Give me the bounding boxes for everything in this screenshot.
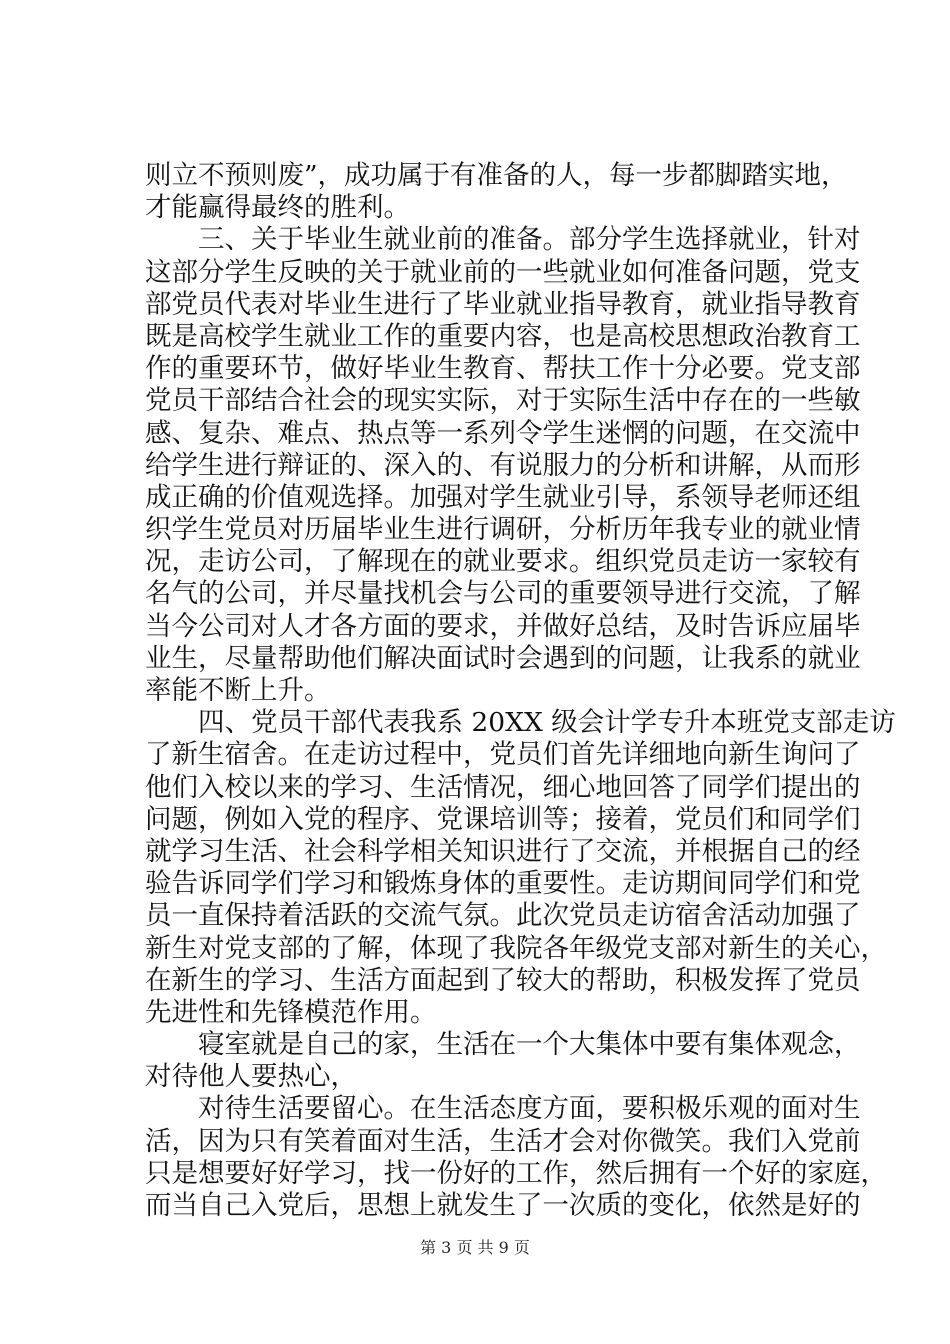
text-line: 名气的公司，并尽量找机会与公司的重要领导进行交流，了解 [145,578,861,610]
text-line: 则立不预则废”，成功属于有准备的人，每一步都脚踏实地， [145,160,848,191]
text-line: 只是想要好好学习，找一份好的工作，然后拥有一个好的家庭， [145,1157,887,1189]
text-line: 当今公司对人才各方面的要求，并做好总结，及时告诉应届毕 [145,610,861,642]
text-line: 作的重要环节，做好毕业生教育、帮扶工作十分必要。党支部 [145,353,861,385]
text-line: 党员干部结合社会的现实实际，对于实际生活中存在的一些敏 [145,385,861,417]
text-line: 就学习生活、社会科学相关知识进行了交流，并根据自己的经 [145,835,861,867]
text-line: 织学生党员对历届毕业生进行调研，分析历年我专业的就业情 [145,514,861,546]
paragraph-first-line: 三、关于毕业生就业前的准备。部分学生选择就业，针对 [198,224,861,256]
text-line: 员一直保持着活跃的交流气氛。此次党员走访宿舍活动加强了 [145,900,861,932]
text-line: 成正确的价值观选择。加强对学生就业引导，系领导老师还组 [145,481,861,513]
text-line: 他们入校以来的学习、生活情况，细心地回答了同学们提出的 [145,771,861,803]
paragraph-first-line: 寝室就是自己的家，生活在一个大集体中要有集体观念， [198,1029,861,1061]
text-line: 验告诉同学们学习和锻炼身体的重要性。走访期间同学们和党 [145,868,861,900]
text-line: 才能赢得最终的胜利。 [145,192,410,224]
text-line: 况，走访公司，了解现在的就业要求。组织党员走访一家较有 [145,546,861,578]
text-line: 率能不断上升。 [145,675,331,706]
text-line: 这部分学生反映的关于就业前的一些就业如何准备问题，党支 [145,256,861,288]
text-line: 在新生的学习、生活方面起到了较大的帮助，积极发挥了党员 [145,964,861,996]
document-body [145,160,896,1222]
paragraph-first-line: 对待生活要留心。在生活态度方面，要积极乐观的面对生 [198,1093,861,1125]
text-line: 部党员代表对毕业生进行了毕业就业指导教育，就业指导教育 [145,288,861,320]
text-line: 先进性和先锋模范作用。 [145,996,437,1028]
text-line: 而当自己入党后，思想上就发生了一次质的变化，依然是好的 [145,1190,861,1221]
text-line: 问题，例如入党的程序、党课培训等；接着，党员们和同学们 [145,803,861,835]
page-number-footer: 第 3 页 共 9 页 [420,1238,530,1257]
text-line: 活，因为只有笑着面对生活，生活才会对你微笑。我们入党前 [145,1125,861,1157]
text-line: 了新生宿舍。在走访过程中，党员们首先详细地向新生询问了 [145,739,861,771]
text-line: 业生，尽量帮助他们解决面试时会遇到的问题，让我系的就业 [145,642,861,674]
text-line: 新生对党支部的了解，体现了我院各年级党支部对新生的关心， [145,932,887,964]
paragraph-first-line: 四、党员干部代表我系 20XX 级会计学专升本班党支部走访 [198,707,896,739]
text-line: 给学生进行辩证的、深入的、有说服力的分析和讲解，从而形 [145,449,861,481]
text-line: 对待他人要热心， [145,1061,357,1093]
text-line: 感、复杂、难点、热点等一系列令学生迷惘的问题，在交流中 [145,417,861,449]
text-line: 既是高校学生就业工作的重要内容，也是高校思想政治教育工 [145,320,861,352]
